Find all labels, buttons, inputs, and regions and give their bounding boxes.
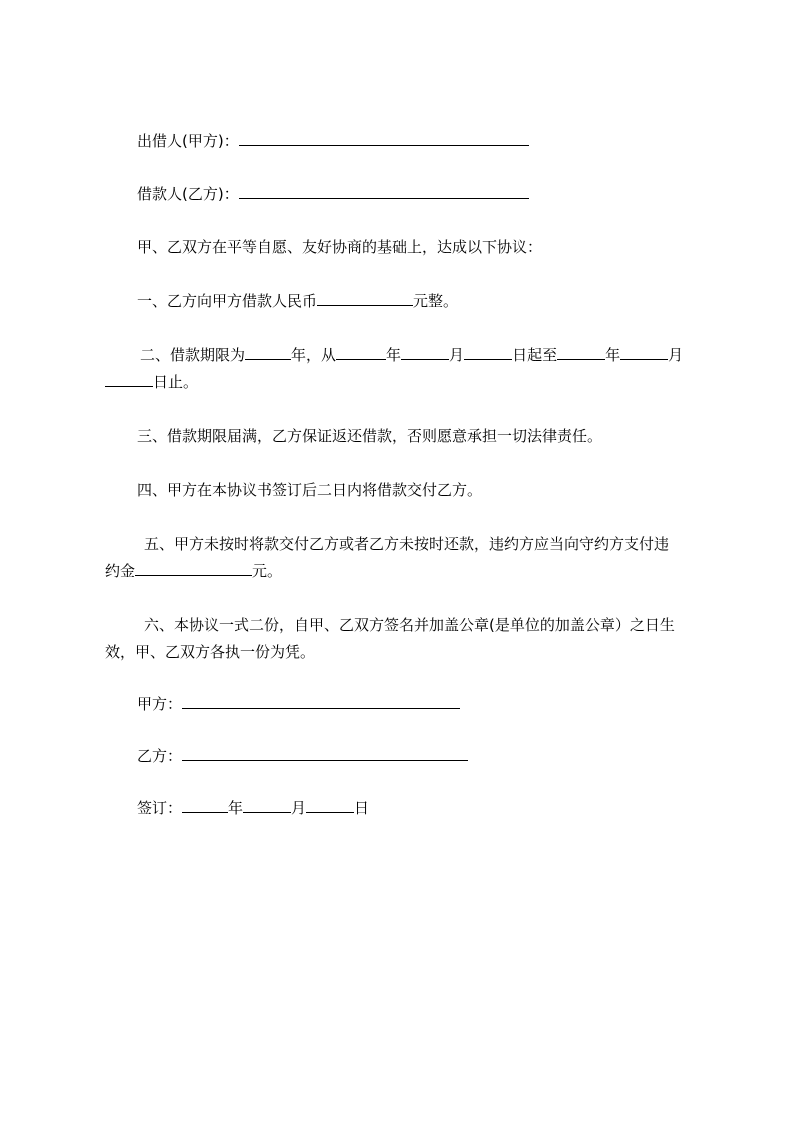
clause-4: 四、甲方在本协议书签订后二日内将借款交付乙方。 (137, 481, 483, 499)
party-b-signature-row (137, 746, 468, 766)
term-years-blank[interactable] (245, 345, 291, 360)
borrower-field-row (137, 184, 529, 204)
lender-label: 出借人(甲方)： (137, 132, 239, 150)
clause-2-line-1 (140, 345, 683, 365)
clause-2-month2-text: 月 (668, 346, 684, 364)
lender-blank[interactable] (239, 131, 529, 146)
clause-2-prefix: 二、借款期限为 (140, 346, 246, 364)
clause-1-suffix: 元整。 (413, 292, 459, 310)
clause-5-suffix: 元。 (252, 562, 283, 580)
clause-6-line-2: 效，甲、乙双方各执一份为凭。 (105, 643, 316, 661)
clause-2-end-text: 日止。 (153, 373, 199, 391)
sign-month-blank[interactable] (243, 798, 291, 813)
clause-3: 三、借款期限届满，乙方保证返还借款，否则愿意承担一切法律责任。 (137, 427, 603, 445)
sign-month-text: 月 (291, 799, 307, 817)
clause-5-line-2 (105, 561, 282, 581)
end-month-blank[interactable] (620, 345, 668, 360)
lender-field-row (137, 131, 529, 151)
sign-day-blank[interactable] (306, 798, 354, 813)
clause-1-prefix: 一、乙方向甲方借款人民币 (137, 292, 318, 310)
borrower-label: 借款人(乙方)： (137, 185, 239, 203)
party-a-signature-row (137, 694, 460, 714)
sign-date-label: 签订： (137, 799, 183, 817)
clause-5-prefix: 约金 (105, 562, 136, 580)
end-day-blank[interactable] (105, 372, 153, 387)
party-b-signature-blank[interactable] (182, 746, 468, 761)
sign-year-text: 年 (228, 799, 244, 817)
intro-paragraph: 甲、乙双方在平等自愿、友好协商的基础上，达成以下协议： (137, 238, 543, 256)
clause-2-month-text: 月 (449, 346, 465, 364)
end-year-blank[interactable] (557, 345, 605, 360)
start-day-blank[interactable] (464, 345, 512, 360)
sign-date-row (137, 798, 369, 818)
clause-1 (137, 291, 458, 311)
borrower-blank[interactable] (239, 184, 529, 199)
start-month-blank[interactable] (401, 345, 449, 360)
penalty-amount-blank[interactable] (135, 561, 252, 576)
sign-year-blank[interactable] (182, 798, 228, 813)
party-b-label: 乙方： (137, 747, 183, 765)
clause-2-year-text: 年，从 (291, 346, 337, 364)
clause-6-line-1: 六、本协议一式二份，自甲、乙双方签名并加盖公章(是单位的加盖公章）之日生 (144, 616, 675, 634)
sign-day-text: 日 (354, 799, 370, 817)
party-a-label: 甲方： (137, 695, 183, 713)
clause-2-line-2 (105, 372, 198, 392)
clause-2-day-from-text: 日起至 (512, 346, 558, 364)
loan-amount-blank[interactable] (317, 291, 413, 306)
start-year-blank[interactable] (336, 345, 386, 360)
clause-5-line-1: 五、甲方未按时将款交付乙方或者乙方未按时还款，违约方应当向守约方支付违 (144, 535, 670, 553)
clause-2-year2-text: 年 (386, 346, 402, 364)
clause-2-year3-text: 年 (605, 346, 621, 364)
party-a-signature-blank[interactable] (182, 694, 460, 709)
